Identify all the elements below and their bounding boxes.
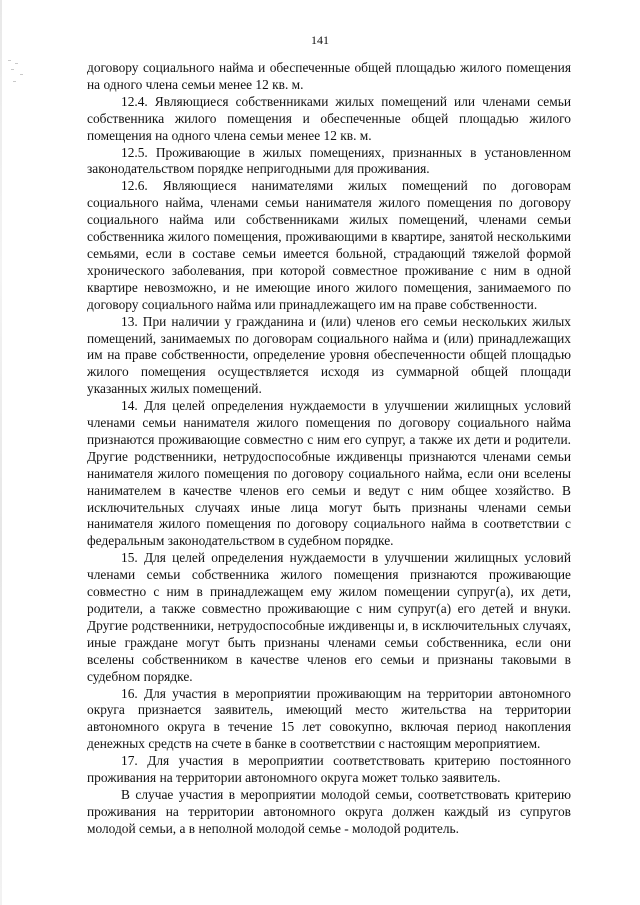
scan-edge <box>0 0 2 905</box>
paragraph-12-5: 12.5. Проживающие в жилых помещениях, признанных в установленном законодательством порядке непригодными для проживания. <box>87 144 571 177</box>
paragraph-12-6: 12.6. Являющиеся нанимателями жилых помещений по договорам социального найма, членами семьи нанимателя жилого помещения по договору социального найма или собственниками жилых помещений, членами семьи собственника жилого помещения, проживающими в квартире, занятой несколькими семьями, если в составе семьи имеется больной, страдающий тяжелой формой хронического заболевания, при которой совместное проживание с ним в одной квартире невозможно, и не имеющие иного жилого помещения, занимаемого по договору социального найма или принадлежащего им на праве собственности. <box>87 178 571 312</box>
paragraph-17-young-family: В случае участия в мероприятии молодой семьи, соответствовать критерию проживания на территории автономного округа должен каждый из супругов молодой семьи, а в неполной молодой семье - молодой родитель. <box>87 786 571 836</box>
paragraph-15: 15. Для целей определения нуждаемости в улучшении жилищных условий членами семьи собственника жилого помещения признаются проживающие совместно с ним в принадлежащем ему жилом помещении супруг(а), их дети, родители, а также совместно проживающие с ним супруг(а) его детей и внуки. Другие родственники, нетрудоспособные иждивенцы и, в исключительных случаях, иные граждане могут быть признаны членами семьи собственника, если они вселены собственником в качестве членов его семьи и признаны таковыми в судебном порядке. <box>87 550 571 684</box>
page-number: 141 <box>311 33 329 47</box>
paragraph-continuation: договору социального найма и обеспеченные общей площадью жилого помещения на одного члена семьи менее 12 кв. м. <box>87 60 571 92</box>
scan-specks <box>8 60 32 90</box>
paragraph-14: 14. Для целей определения нуждаемости в улучшении жилищных условий членами семьи нанимателя жилого помещения по договору социального найма признаются проживающие совместно с ним его супруг, а также их дети и родители. Другие родственники, нетрудоспособные иждивенцы признаются членами семьи нанимателя жилого помещения по договору социального найма, если они вселены нанимателем в качестве членов его семьи и ведут с ним общее хозяйство. В исключительных случаях иные лица могут быть признаны членами семьи нанимателя жилого помещения по договору социального найма в соответствии с федеральным законодательством в судебном порядке. <box>87 398 571 549</box>
paragraph-12-4: 12.4. Являющиеся собственниками жилых помещений или членами семьи собственника жилого помещения и обеспеченные общей площадью жилого помещения на одного члена семьи менее 12 кв. м. <box>87 93 571 143</box>
document-body <box>87 60 571 838</box>
paragraph-17: 17. Для участия в мероприятии соответствовать критерию постоянного проживания на территории автономного округа может только заявитель. <box>87 753 571 786</box>
paragraph-16: 16. Для участия в мероприятии проживающим на территории автономного округа признается заявитель, имеющий место жительства на территории автономного округа в течение 15 лет совокупно, включая период накопления денежных средств на счете в банке в соответствии с настоящим мероприятием. <box>87 685 571 752</box>
paragraph-13: 13. При наличии у гражданина и (или) членов его семьи нескольких жилых помещений, занимаемых по договорам социального найма и (или) принадлежащих им на праве собственности, определение уровня обеспеченности общей площадью жилого помещения осуществляется исходя из суммарной общей площади указанных жилых помещений. <box>87 313 571 397</box>
